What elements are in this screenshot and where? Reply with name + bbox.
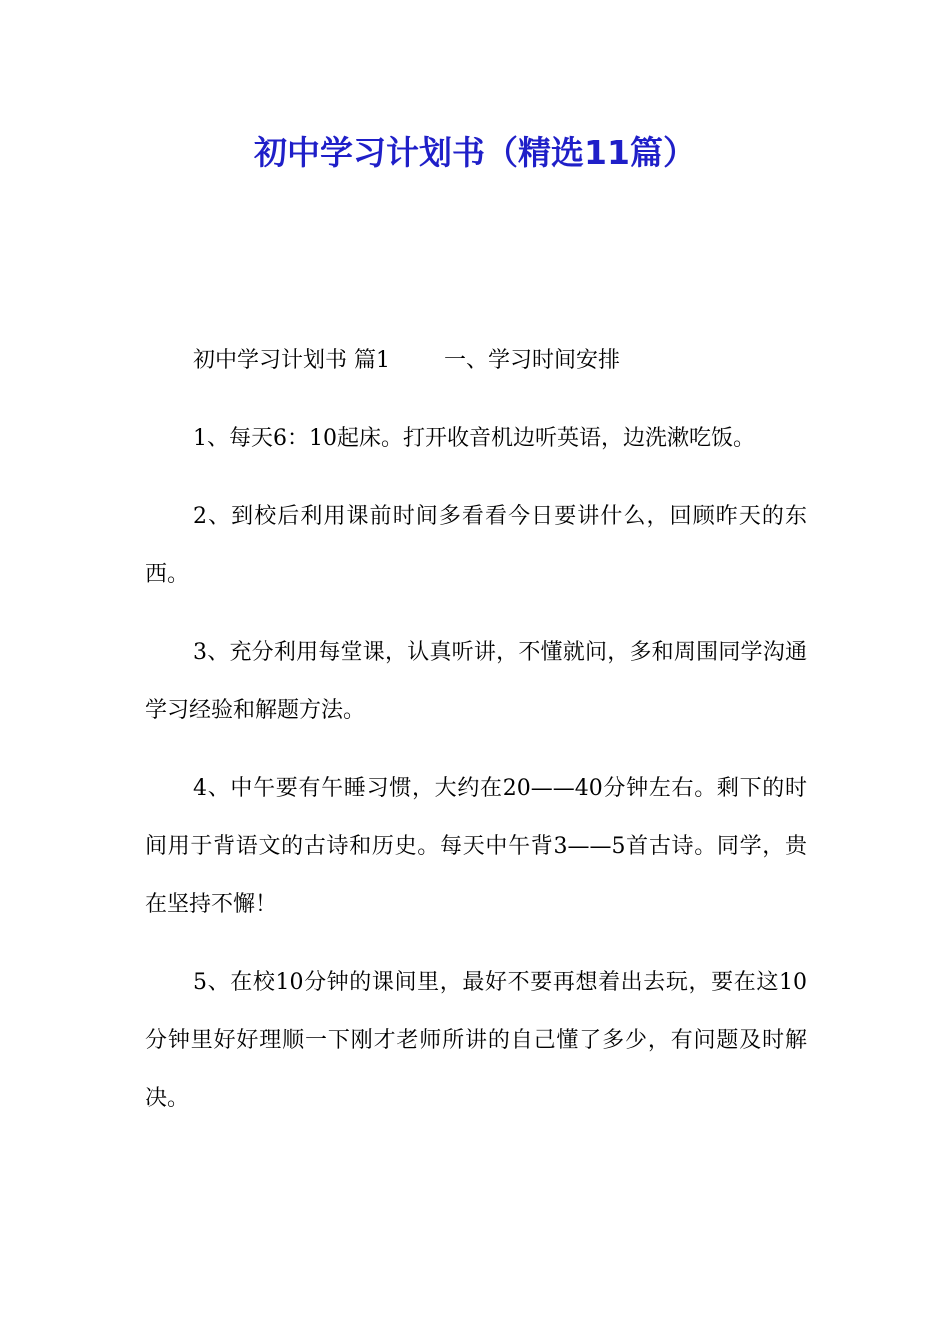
- paragraph-1: 1、每天6：10起床。打开收音机边听英语，边洗漱吃饭。: [193, 426, 755, 451]
- article-heading: 初中学习计划书 篇1: [193, 348, 390, 373]
- paragraph-4: 4、中午要有午睡习惯，大约在20——40分钟左右。剩下的时间用于背语文的古诗和历史。每天中午背3——5首古诗。同学，贵在坚持不懈！: [145, 776, 807, 917]
- document-title: 初中学习计划书（精选11篇）: [254, 133, 696, 172]
- section-heading-paragraph: [145, 332, 807, 390]
- paragraph-2: 2、到校后利用课前时间多看看今日要讲什么，回顾昨天的东西。: [145, 504, 807, 587]
- document-body: [145, 332, 807, 1148]
- paragraph-5: 5、在校10分钟的课间里，最好不要再想着出去玩，要在这10分钟里好好理顺一下刚才老师所讲的自己懂了多少，有问题及时解决。: [145, 970, 807, 1111]
- paragraph-3: 3、充分利用每堂课，认真听讲，不懂就问，多和周围同学沟通学习经验和解题方法。: [145, 640, 807, 723]
- section-heading: 一、学习时间安排: [444, 348, 621, 373]
